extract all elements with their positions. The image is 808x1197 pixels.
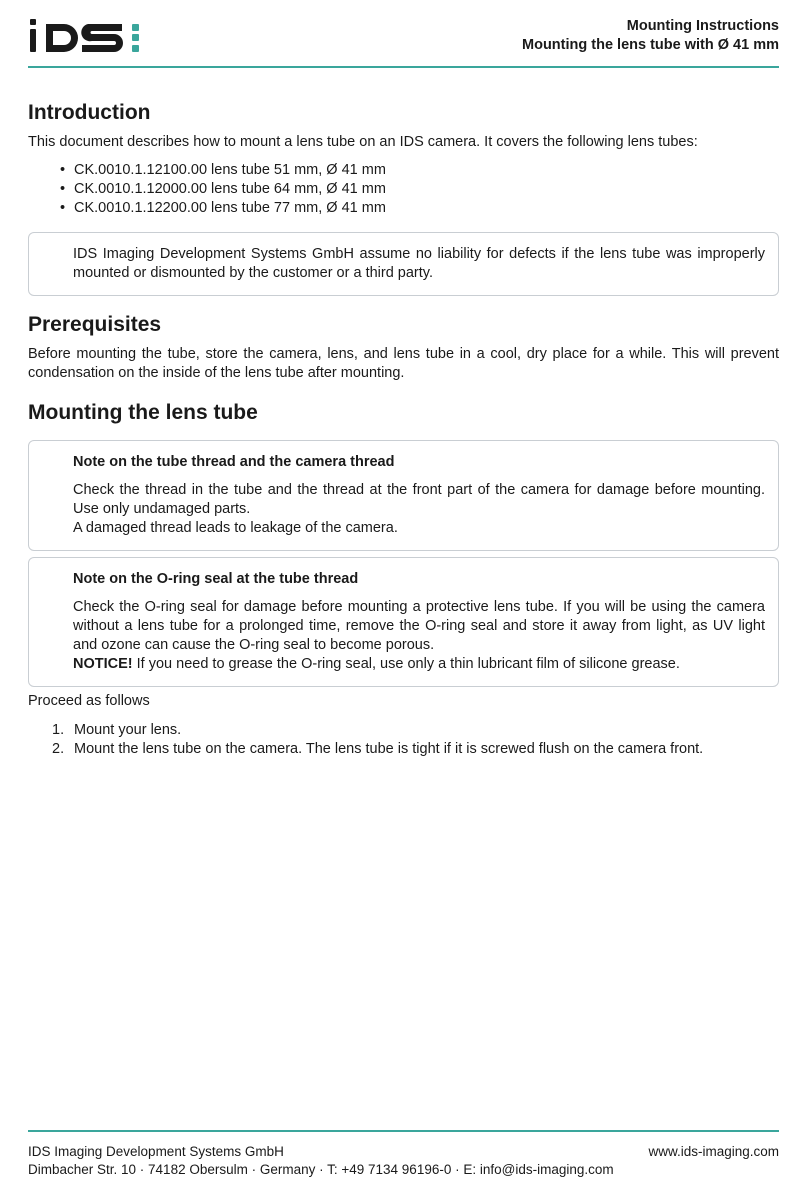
- prereq-heading: Prerequisites: [28, 313, 162, 336]
- list-item: [52, 740, 779, 759]
- main-content: [28, 98, 779, 759]
- step-number: 2.: [52, 741, 65, 757]
- intro-text: This document describes how to mount a lens tube on an IDS camera. It covers the following lens tubes:: [28, 134, 698, 150]
- footer-address: Dimbacher Str. 10 · 74182 Obersulm · Germany · T: +49 7134 96196-0 · E: info@ids-imaging.com: [28, 1162, 614, 1177]
- document-page: [28, 0, 779, 1197]
- oring-note-text: Check the O-ring seal for damage before mounting a protective lens tube. If you will be using the camera without a lens tube for a prolonged time, remove the O-ring seal and store it away from light, as UV light and ozone can cause the O-ring seal to become porous.: [73, 599, 765, 653]
- liability-text: IDS Imaging Development Systems GmbH assume no liability for defects if the lens tube was improperly mounted or dismounted by the customer or a third party.: [73, 246, 765, 281]
- thread-note-warning: A damaged thread leads to leakage of the camera.: [73, 520, 398, 536]
- oring-note-box: [28, 557, 779, 687]
- thread-note-title: Note on the tube thread and the camera thread: [73, 454, 395, 470]
- prereq-text: Before mounting the tube, store the camera, lens, and lens tube in a cool, dry place for a while. This will prevent condensation on the inside of the lens tube after mounting.: [28, 346, 779, 381]
- step-text: Mount your lens.: [74, 722, 182, 738]
- header-title-line2: Mounting the lens tube with Ø 41 mm: [522, 37, 779, 53]
- header-title: [522, 17, 779, 55]
- proceed-text: Proceed as follows: [28, 693, 150, 709]
- lens-tube-list: [28, 161, 779, 218]
- notice-label: NOTICE!: [73, 656, 133, 672]
- list-item: [52, 721, 779, 740]
- step-number: 1.: [52, 722, 65, 738]
- ids-logo: [28, 16, 146, 56]
- footer-contact: [28, 1143, 614, 1179]
- header-title-line1: Mounting Instructions: [626, 18, 779, 34]
- footer-website-link[interactable]: www.ids-imaging.com: [648, 1144, 779, 1159]
- notice-text: If you need to grease the O-ring seal, use only a thin lubricant film of silicone grease.: [132, 656, 680, 672]
- list-item: • CK.0010.1.12100.00 lens tube 51 mm, Ø 41 mm: [74, 161, 779, 180]
- list-item: • CK.0010.1.12200.00 lens tube 77 mm, Ø 41 mm: [74, 199, 779, 218]
- mounting-heading: Mounting the lens tube: [28, 401, 258, 424]
- oring-note-title: Note on the O-ring seal at the tube thread: [73, 571, 359, 587]
- thread-note-box: [28, 440, 779, 551]
- thread-note-text: Check the thread in the tube and the thread at the front part of the camera for damage before mounting. Use only undamaged parts.: [73, 482, 765, 517]
- header-divider: [28, 66, 779, 68]
- oring-notice: [73, 655, 765, 674]
- liability-notice-box: [28, 232, 779, 296]
- footer-company: IDS Imaging Development Systems GmbH: [28, 1144, 284, 1159]
- step-text: Mount the lens tube on the camera. The lens tube is tight if it is screwed flush on the camera front.: [74, 741, 704, 757]
- intro-heading: Introduction: [28, 101, 151, 124]
- list-item: • CK.0010.1.12000.00 lens tube 64 mm, Ø 41 mm: [74, 180, 779, 199]
- footer-divider: [28, 1130, 779, 1132]
- steps-list: [28, 721, 779, 759]
